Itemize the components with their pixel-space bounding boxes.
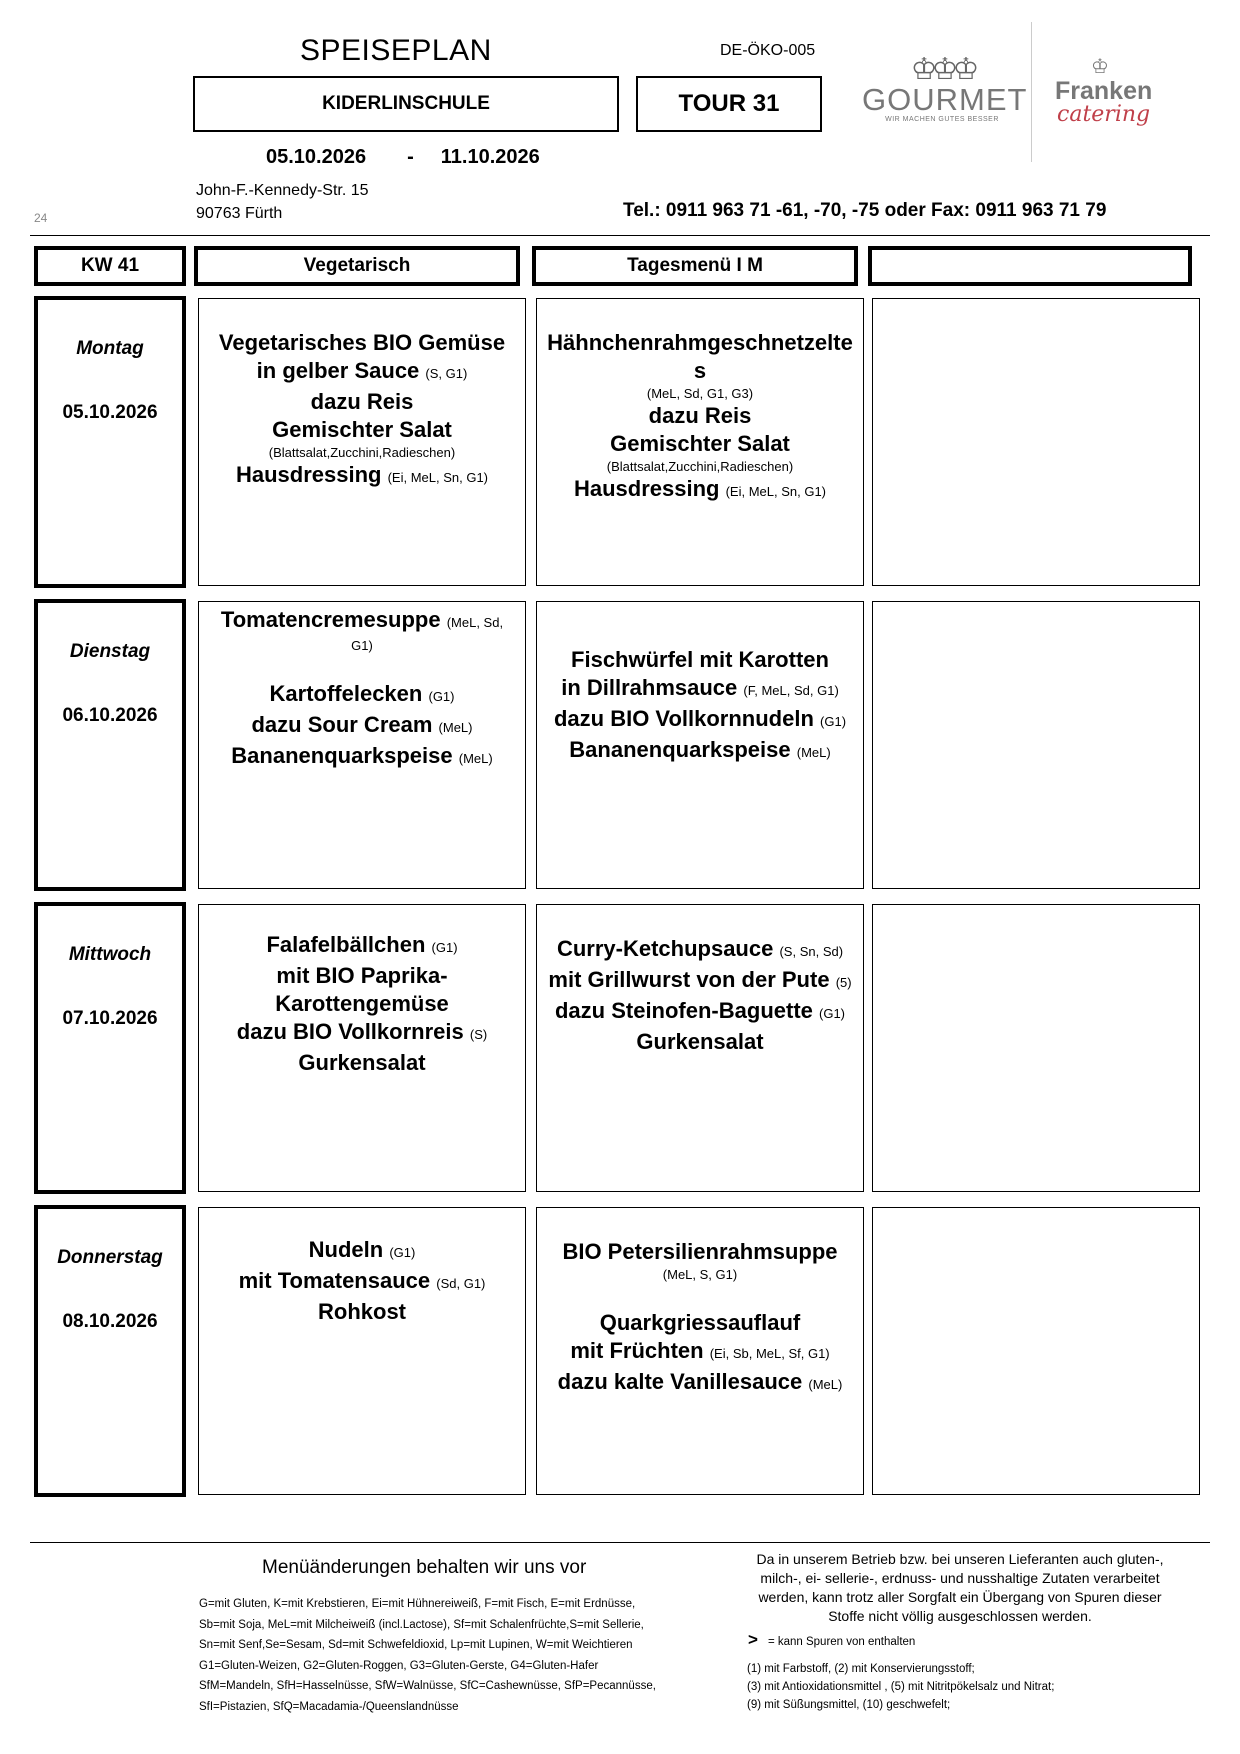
dish-line [201, 1049, 523, 1077]
dish-name: mit Tomatensauce [238, 1268, 431, 1293]
gourmet-logo [862, 53, 1028, 136]
logo-divider [1031, 22, 1032, 162]
franken-logo-name: Franken [1055, 77, 1153, 105]
allergen-codes: (F, MeL, Sd, G1) [743, 683, 839, 698]
dish-name: Bananenquarkspeise [569, 737, 791, 762]
daily-menu-cell [536, 1207, 864, 1495]
legend-line: G1=Gluten-Weizen, G2=Gluten-Roggen, G3=Gluten-Gerste, G4=Gluten-Hafer [199, 1659, 599, 1672]
dish-name: mit Früchten [570, 1338, 704, 1363]
allergen-note: (MeL, Sd, G1, G3) [646, 386, 754, 401]
dish-line [539, 329, 861, 357]
allergen-codes: (Sd, G1) [436, 1276, 486, 1291]
tour-label: TOUR 31 [678, 90, 780, 117]
dish-name: mit BIO Paprika- [276, 963, 448, 988]
daily-menu-cell [536, 601, 864, 889]
dish-line [201, 416, 523, 444]
dish-name: mit Grillwurst von der Pute [548, 967, 830, 992]
dish-line [201, 962, 523, 990]
day-cell [34, 1205, 186, 1497]
dish-line [201, 329, 523, 357]
date-separator: - [407, 146, 414, 168]
allergen-codes: (G1) [389, 1245, 416, 1260]
vegetarian-menu-cell [198, 1207, 526, 1495]
trace-symbol: > [748, 1630, 758, 1649]
day-date: 06.10.2026 [62, 705, 158, 726]
trace-note [748, 1630, 915, 1650]
dish-line [201, 711, 523, 742]
dish-name: Hähnchenrahmgeschnetzelte [547, 330, 853, 355]
school-name-box [193, 76, 619, 132]
day-date: 08.10.2026 [62, 1311, 158, 1332]
address-street: John-F.-Kennedy-Str. 15 [196, 182, 369, 199]
vegetarian-menu-cell [198, 904, 526, 1192]
dish-name: Quarkgriessauflauf [599, 1310, 801, 1335]
legend-line: G=mit Gluten, K=mit Krebstieren, Ei=mit Hühnereiweiß, F=mit Fisch, E=mit Erdnüsse, [199, 1598, 636, 1610]
tour-box [636, 76, 822, 132]
day-cell [34, 296, 186, 588]
legend-line: SfM=Mandeln, SfH=Hasselnüsse, SfW=Walnüsse, SfC=Cashewnüsse, SfP=Pecannüsse, [199, 1680, 656, 1692]
dish-line [201, 1018, 523, 1049]
allergen-disclaimer [740, 1550, 1180, 1626]
contact-phone-fax: Tel.: 0911 963 71 -61, -70, -75 oder Fax: 0911 963 71 79 [623, 200, 1107, 221]
allergen-codes: (G1) [820, 714, 847, 729]
allergen-codes: (S, G1) [425, 366, 468, 381]
dish-name: Kartoffelecken [269, 681, 423, 706]
dish-line [539, 646, 861, 674]
dish-name: Hausdressing [573, 476, 720, 501]
allergen-note: (Blattsalat,Zucchini,Radieschen) [268, 445, 456, 460]
allergen-codes: (S, Sn, Sd) [779, 944, 844, 959]
dish-line [539, 357, 861, 385]
week-label: KW 41 [80, 255, 140, 276]
day-name: Dienstag [69, 641, 151, 662]
dish-name: BIO Petersilienrahmsuppe [562, 1239, 838, 1264]
dish-name: in gelber Sauce [256, 358, 420, 383]
empty-menu-cell [872, 601, 1200, 889]
date-range [266, 146, 540, 169]
chef-hat-icon: ♔ [1091, 56, 1109, 78]
dish-line [539, 1337, 861, 1368]
gourmet-logo-tagline: WIR MACHEN GUTES BESSER [885, 116, 999, 123]
dish-name: Gemischter Salat [610, 431, 790, 456]
school-name: KIDERLINSCHULE [322, 93, 490, 114]
dish-line [201, 1267, 523, 1298]
dish-name: dazu Steinofen-Baguette [554, 998, 813, 1023]
legend-line: Sb=mit Soja, MeL=mit Milcheiweiß (incl.Lactose), Sf=mit Schalenfrüchte,S=mit Sellerie, [199, 1618, 644, 1631]
dish-name: dazu Sour Cream [251, 712, 433, 737]
spacer [201, 654, 523, 680]
dish-line [539, 966, 861, 997]
spacer [539, 1283, 861, 1309]
dish-name: dazu Reis [648, 403, 752, 428]
dish-name: Curry-Ketchupsauce [556, 936, 774, 961]
dish-line [201, 742, 523, 773]
date-to: 11.10.2026 [440, 146, 540, 168]
trace-text: = kann Spuren von enthalten [767, 1636, 916, 1648]
dish-line [539, 736, 861, 767]
allergen-note: (MeL, S, G1) [662, 1267, 738, 1282]
disclaimer-line: werden, kann trotz aller Sorgfalt ein Übergang von Spuren dieser [758, 1589, 1162, 1605]
divider [30, 235, 1210, 236]
daily-menu-cell [536, 904, 864, 1192]
dish-name: Gurkensalat [298, 1050, 426, 1075]
dish-line [201, 680, 523, 711]
dish-name: Gurkensalat [636, 1029, 764, 1054]
empty-menu-cell [872, 298, 1200, 586]
allergen-codes: (MeL) [458, 751, 493, 766]
allergen-codes: (G1) [428, 689, 455, 704]
dish-name: in Dillrahmsauce [561, 675, 738, 700]
dish-line [201, 357, 523, 388]
dish-name: dazu Reis [310, 389, 414, 414]
dish-line [539, 475, 861, 506]
allergen-codes: (Ei, Sb, MeL, Sf, G1) [709, 1346, 830, 1361]
disclaimer-line: Stoffe nicht völlig ausgeschlossen werden. [828, 1608, 1092, 1624]
dish-line [539, 705, 861, 736]
dish-line [201, 1298, 523, 1326]
empty-menu-cell [872, 904, 1200, 1192]
allergen-codes: (5) [835, 975, 852, 990]
dish-name: Rohkost [318, 1299, 406, 1324]
dish-name: Hausdressing [235, 462, 382, 487]
dish-line [539, 1238, 861, 1266]
allergen-codes: (G1) [431, 940, 458, 955]
dish-line [539, 430, 861, 458]
legend-line: SfI=Pistazien, SfQ=Macadamia-/Queenslandnüsse [199, 1700, 459, 1713]
dish-line [539, 1309, 861, 1337]
day-name: Donnerstag [57, 1247, 163, 1268]
dish-line [201, 606, 523, 637]
date-from: 05.10.2026 [266, 146, 367, 168]
chef-hat-icon: ♔♔♔ [910, 53, 974, 86]
dish-line [539, 997, 861, 1028]
eco-certification-code: DE-ÖKO-005 [720, 42, 816, 59]
allergen-codes: (Ei, MeL, Sn, G1) [725, 484, 827, 499]
dish-name: Bananenquarkspeise [231, 743, 453, 768]
disclaimer-line: Da in unserem Betrieb bzw. bei unseren Lieferanten auch gluten-, [756, 1551, 1164, 1567]
franken-logo-sub: catering [1057, 102, 1151, 127]
daily-menu-cell [536, 298, 864, 586]
empty-menu-cell [872, 1207, 1200, 1495]
menu-change-note: Menüänderungen behalten wir uns vor [262, 1557, 587, 1578]
dish-name: Falafelbällchen [266, 932, 426, 957]
dish-line [539, 935, 861, 966]
day-name: Montag [76, 338, 144, 359]
additive-line: (9) mit Süßungsmittel, (10) geschwefelt; [747, 1699, 951, 1711]
allergen-codes: (MeL, Sd, [446, 615, 504, 630]
empty-column-header [868, 246, 1192, 286]
day-name: Mittwoch [68, 944, 152, 965]
legend-line: Sn=mit Senf,Se=Sesam, Sd=mit Schwefeldioxid, Lp=mit Lupinen, W=mit Weichtieren [199, 1639, 633, 1651]
allergen-codes: (MeL) [808, 1377, 843, 1392]
page-title: SPEISEPLAN [300, 34, 492, 67]
page-number: 24 [34, 211, 48, 225]
week-header [34, 246, 186, 286]
dish-line [201, 388, 523, 416]
dish-line [201, 461, 523, 492]
dish-name: Tomatencremesuppe [220, 607, 441, 632]
dish-name: dazu BIO Vollkornreis [236, 1019, 464, 1044]
divider [30, 1542, 1210, 1543]
allergen-codes: (MeL) [796, 745, 831, 760]
dish-name: dazu kalte Vanillesauce [557, 1369, 803, 1394]
vegetarian-header [194, 246, 520, 286]
franken-catering-logo [1055, 56, 1185, 126]
day-cell [34, 599, 186, 891]
vegetarian-label: Vegetarisch [303, 255, 411, 276]
allergen-legend [199, 1594, 719, 1717]
allergen-note: G1) [351, 638, 373, 653]
address-city: 90763 Fürth [196, 205, 283, 222]
allergen-codes: (Ei, MeL, Sn, G1) [387, 470, 489, 485]
day-date: 07.10.2026 [62, 1008, 158, 1029]
dish-name: Nudeln [308, 1237, 384, 1262]
allergen-note: (Blattsalat,Zucchini,Radieschen) [606, 459, 794, 474]
dish-name: Gemischter Salat [272, 417, 452, 442]
dish-name: Vegetarisches BIO Gemüse [218, 330, 506, 355]
dish-name: Karottengemüse [275, 991, 449, 1016]
gourmet-logo-name: GOURMET [862, 82, 1028, 117]
dish-name: s [693, 358, 707, 383]
vegetarian-menu-cell [198, 298, 526, 586]
dish-line [201, 990, 523, 1018]
disclaimer-line: milch-, ei- sellerie-, erdnuss- und nusshaltige Zutaten verarbeitet [760, 1570, 1160, 1586]
additives-legend [747, 1660, 1187, 1714]
allergen-codes: (S) [469, 1027, 488, 1042]
dish-line [539, 1368, 861, 1399]
spacer [539, 636, 861, 646]
dish-line [539, 402, 861, 430]
additive-line: (1) mit Farbstoff, (2) mit Konservierungsstoff; [747, 1663, 975, 1675]
dish-line [539, 674, 861, 705]
allergen-codes: (G1) [819, 1006, 846, 1021]
dish-line [201, 931, 523, 962]
day-cell [34, 902, 186, 1194]
dish-line [201, 1236, 523, 1267]
dish-name: dazu BIO Vollkornnudeln [553, 706, 814, 731]
daily-menu-label: Tagesmenü I M [627, 255, 763, 276]
dish-line [539, 1028, 861, 1056]
dish-name: Fischwürfel mit Karotten [571, 647, 829, 672]
daily-menu-header [532, 246, 858, 286]
vegetarian-menu-cell [198, 601, 526, 889]
allergen-codes: (MeL) [438, 720, 473, 735]
additive-line: (3) mit Antioxidationsmittel , (5) mit Nitritpökelsalz und Nitrat; [747, 1681, 1055, 1693]
day-date: 05.10.2026 [62, 402, 158, 423]
